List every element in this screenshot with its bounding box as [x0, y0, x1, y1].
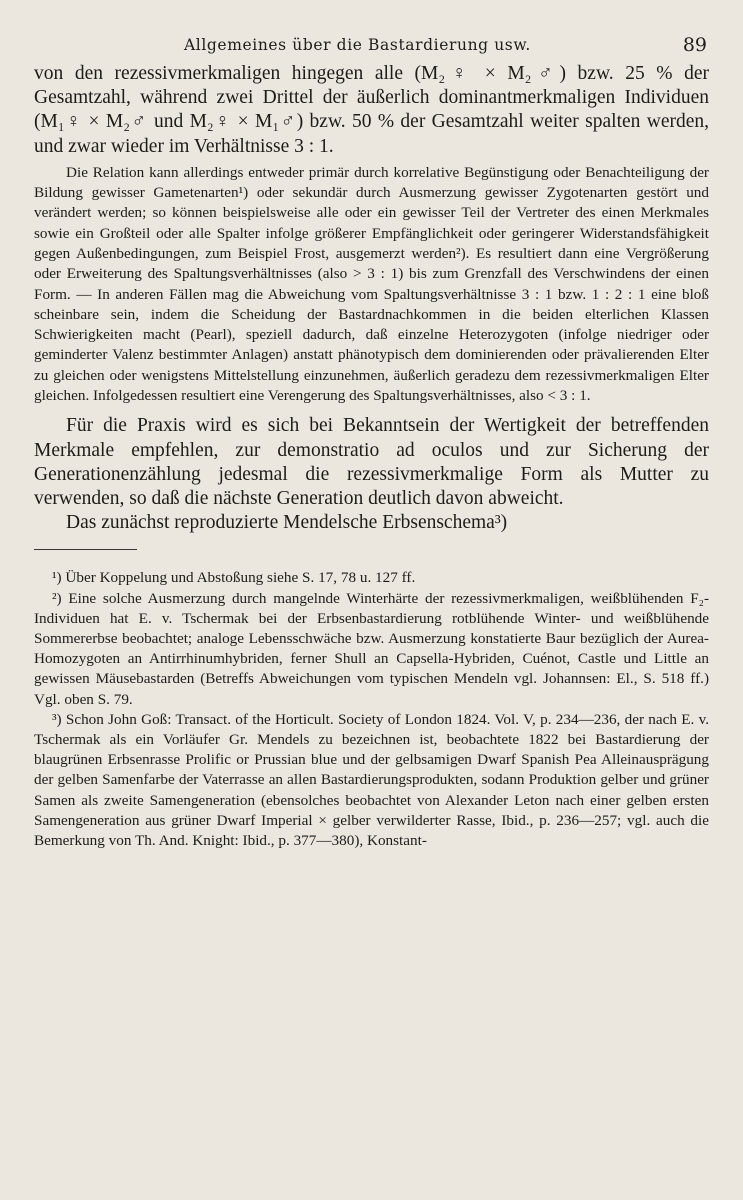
- page-number: 89: [682, 34, 707, 56]
- paragraph-small-print: Die Relation kann allerdings entweder primär durch korrelative Begünstigung oder Benachteiligung der Bildung gewisser Gametenarten¹) oder sekundär durch Ausmerzung gewisser Zygotenarten gestört und verändert werden; so können beispielsweise alle oder ein gewisser Teil der Vertreter des einen Merkmales sowie ein Großteil oder alle Spalter infolge größerer Empfänglichkeit oder geringerer Widerstandsfähigkeit gegen Außenbedingungen, zum Beispiel Frost, ausgemerzt werden²). Es resultiert dann eine Vergrößerung oder Erweiterung des Spaltungsverhältnisses (also > 3 : 1) bis zum Grenzfall des Verschwindens der einen Form. — In anderen Fällen mag die Abweichung vom Spaltungsverhältnisse 3 : 1 bzw. 1 : 2 : 1 eine bloß scheinbare sein, indem die Scheidung der Bastardnachkommen in die beiden elterlichen Klassen Schwierigkeiten macht (Pearl), speziell dadurch, daß einzelne Heterozygoten (infolge niedriger oder geminderter Valenz bestimmter Anlagen) anstatt phänotypisch dem dominierenden oder prävalierenden Elter zu gleichen oder wenigstens Mittelstellung einzunehmen, äußerlich geradezu dem rezessivmerkmaligen Elter gleichen. Infolgedessen resultiert eine Verengerung des Spaltungsverhältnisses, also < 3 : 1.: [34, 163, 709, 405]
- paragraph-continuation: von den rezessivmerkmaligen hingegen alle (M₂♀ × M₂♂) bzw. 25 % der Gesamtzahl, während zwei Drittel der äußerlich dominantmerkmaligen Individuen (M₁♀ × M₂♂ und M₂♀ × M₁♂) bzw. 50 % der Gesamtzahl weiter spalten werden, und zwar wieder im Verhältnisse 3 : 1.: [34, 63, 709, 157]
- footnote-1: ¹) Über Koppelung und Abstoßung siehe S. 17, 78 u. 127 ff.: [52, 569, 416, 587]
- footnote-3: ³) Schon John Goß: Transact. of the Horticult. Society of London 1824. Vol. V, p. 234—236, der nach E. v. Tschermak als ein Vorläufer Gr. Mendels zu bezeichnen ist, beobachtete 1822 bei Bastardierung der blaugrünen Erbsenrasse Prolific or Prussian blue und der gelbsamigen Dwarf Spanish Pea Alleinausprägung der gelben Samenfarbe der Vaterrasse an allen Bastardierungsprodukten, sodann Produktion gelber und grüner Samen als zweite Samengeneration (ebensolches beobachtet von Alexander Leton nach einer gelben ersten Samengeneration aus grüner Dwarf Imperial × gelber verwilderter Rasse, Ibid., p. 236—257; vgl. auch die Bemerkung von Th. And. Knight: Ibid., p. 377—380), Konstant-: [34, 710, 709, 850]
- paragraph-practice: Für die Praxis wird es sich bei Bekanntsein der Wertigkeit der betreffenden Merkmale empfehlen, zur demonstratio ad oculos und zur Sicherung der Generationenzählung jedesmal die rezessivmerkmalige Form als Mutter zu verwenden, so daß die nächste Generation deutlich davon abweicht.: [34, 415, 709, 509]
- book-page: [34, 30, 709, 851]
- footnote-divider: [34, 549, 137, 550]
- page-header: [34, 30, 709, 62]
- footnote-2: ²) Eine solche Ausmerzung durch mangelnde Winterhärte der rezessivmerkmaligen, weißblühenden F₂-Individuen hat E. v. Tschermak bei der Erbsenbastardierung rotblühende Winter- und weißblühende Sommererbse beobachtet; analoge Lebensschwäche bzw. Ausmerzung konstatierte Baur bezüglich der Aurea-Homozygoten an Antirrhinumhybriden, ferner Shull an Capsella-Hybriden, Cuénot, Castle und Little an gewissen Mäusebastarden (Betreffs Abweichungen vom typischen Mendeln vgl. Johannsen: El., S. 518 ff.) Vgl. oben S. 79.: [34, 589, 709, 708]
- running-title: Allgemeines über die Bastardierung usw.: [184, 36, 531, 54]
- paragraph-mendel-scheme: Das zunächst reproduzierte Mendelsche Erbsenschema³): [66, 512, 508, 534]
